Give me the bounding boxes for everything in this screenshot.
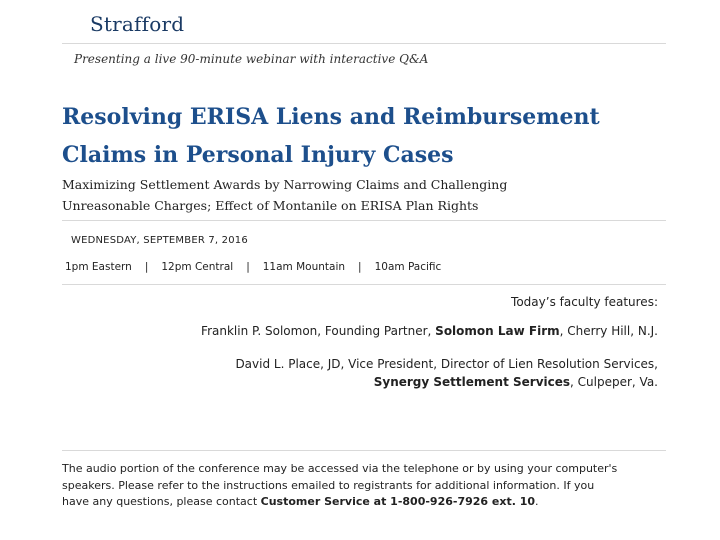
time-mountain: 11am Mountain — [262, 261, 346, 273]
footer-line-3: have any questions, please contact — [62, 495, 261, 508]
speaker-place-firm: Synergy Settlement Services — [373, 375, 571, 389]
subtitle-line-2: Unreasonable Charges; Effect of Montanile on ERISA Plan Rights — [62, 198, 479, 213]
footer-line-3-end: . — [535, 495, 539, 508]
header-divider — [62, 43, 666, 44]
title-line-2: Claims in Personal Injury Cases — [62, 142, 454, 168]
title-line-1: Resolving ERISA Liens and Reimbursement — [62, 104, 600, 130]
subtitle-line-1: Maximizing Settlement Awards by Narrowing Claims and Challenging — [62, 177, 508, 192]
audio-instructions — [62, 461, 662, 511]
customer-service-contact: Customer Service at 1-800-926-7926 ext. 10 — [260, 495, 536, 508]
speaker-solomon-name: Franklin P. Solomon, Founding Partner, — [201, 324, 436, 338]
webinar-date: WEDNESDAY, SEPTEMBER 7, 2016 — [71, 235, 248, 246]
footer-line-2: speakers. Please refer to the instructions emailed to registrants for additional information. If you — [62, 478, 595, 492]
speaker-solomon-location: , Cherry Hill, N.J. — [559, 324, 658, 338]
time-central: 12pm Central — [161, 261, 234, 273]
speaker-place-location: , Culpeper, Va. — [570, 375, 658, 389]
speaker-solomon-firm: Solomon Law Firm — [435, 324, 560, 338]
webinar-subtitle — [62, 174, 702, 216]
date-divider-top — [62, 220, 666, 221]
footer-divider — [62, 450, 666, 451]
speaker-place-name: David L. Place, JD, Vice President, Director of Lien Resolution Services, — [235, 357, 658, 371]
speaker-place — [235, 355, 658, 391]
speaker-solomon — [201, 322, 658, 340]
time-eastern: 1pm Eastern — [65, 261, 132, 273]
time-separator: | — [246, 261, 250, 273]
webinar-times — [65, 261, 441, 273]
date-divider-bottom — [62, 284, 666, 285]
faculty-intro: Today’s faculty features: — [511, 295, 658, 309]
time-pacific: 10am Pacific — [374, 261, 442, 273]
time-separator: | — [358, 261, 362, 273]
time-separator: | — [144, 261, 149, 273]
strafford-logo: Strafford — [90, 12, 185, 36]
webinar-tagline: Presenting a live 90-minute webinar with interactive Q&A — [74, 52, 429, 66]
footer-line-1: The audio portion of the conference may be accessed via the telephone or by using your computer's — [62, 462, 618, 475]
webinar-title — [62, 98, 702, 174]
